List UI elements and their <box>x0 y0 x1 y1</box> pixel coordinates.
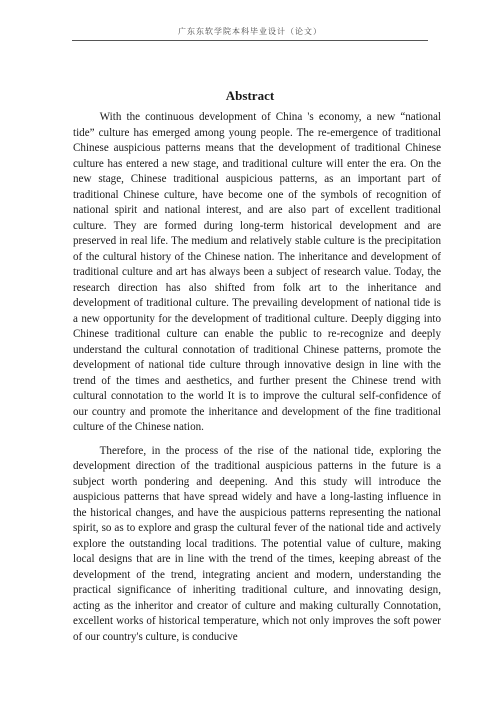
header-divider <box>72 40 428 41</box>
abstract-paragraph-1: With the continuous development of China 's economy, a new “national tide” culture has emerged among young people. The re-emergence of traditional Chinese auspicious patterns means that the development of traditional Chinese culture has entered a new stage, and traditional culture will enter the era. On the new stage, Chinese traditional auspicious patterns, as an important part of traditional Chinese culture, have become one of the symbols of recognition of national spirit and national interest, and are also part of excellent traditional culture. They are formed during long-term historical development and are preserved in real life. The medium and relatively stable culture is the precipitation of the cultural history of the Chinese nation. The inheritance and development of traditional culture and art has always been a subject of research value. Today, the research direction has also shifted from folk art to the inheritance and development of traditional culture. The prevailing development of national tide is a new opportunity for the development of traditional culture. Deeply digging into Chinese traditional culture can enable the public to re-recognize and deeply understand the cultural connotation of traditional Chinese patterns, promote the development of national tide culture through innovative design in line with the trend of the times and aesthetics, and further present the Chinese trend with cultural connotation to the world It is to improve the cultural self-confidence of our country and promote the inheritance and development of the fine traditional culture of the Chinese nation. <box>73 111 441 433</box>
running-header: 广东东软学院本科毕业设计（论文） <box>178 27 322 36</box>
abstract-paragraph-2: Therefore, in the process of the rise of the national tide, exploring the development direction of the traditional auspicious patterns in the future is a subject worth pondering and deepening. And this study will introduce the auspicious patterns that have spread widely and have a long-lasting influence in the historical changes, and have the auspicious patterns representing the national spirit, so as to explore and grasp the cultural fever of the national tide and actively explore the outstanding local traditions. The potential value of culture, making local designs that are in line with the trend of the times, keeping abreast of the development of the trend, integrating ancient and modern, understanding the practical significance of inheriting traditional culture, and innovating design, acting as the inheritor and creator of culture and making culturally Connotation, excellent works of historical temperature, which not only improves the soft power of our country's culture, is conducive <box>73 444 441 643</box>
abstract-body <box>73 110 441 653</box>
abstract-title: Abstract <box>225 88 275 103</box>
